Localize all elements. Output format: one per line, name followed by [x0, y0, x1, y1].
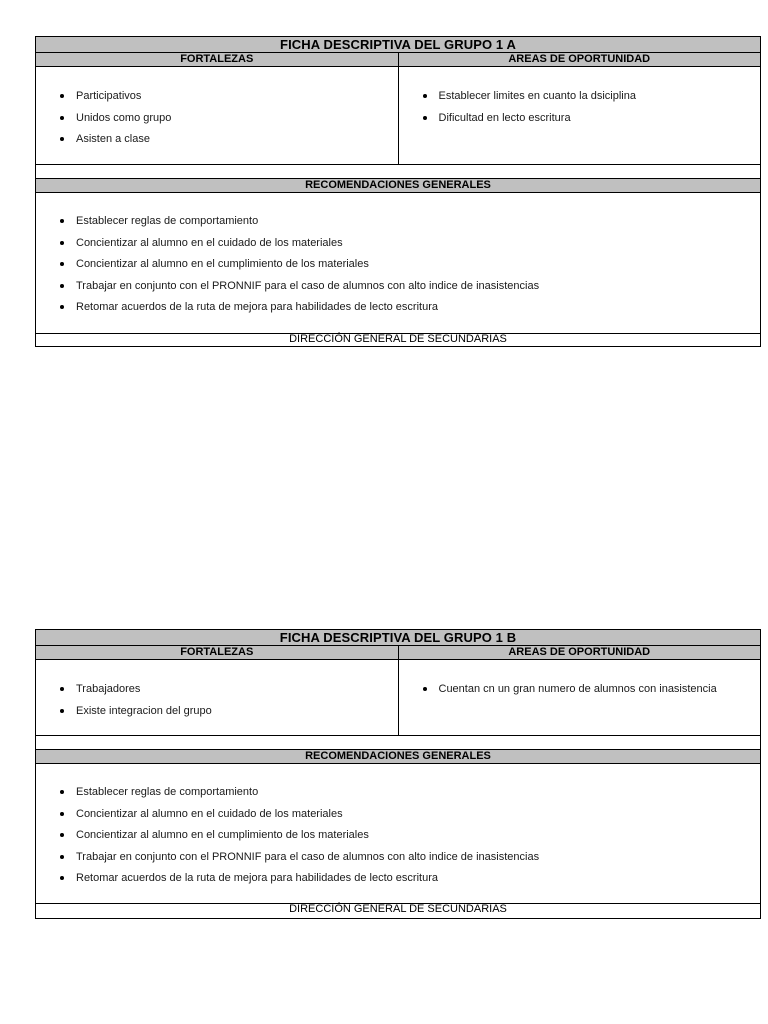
- list-item: Establecer reglas de comportamiento: [36, 215, 760, 237]
- bullet-icon: [60, 833, 64, 837]
- bullet-icon: [60, 876, 64, 880]
- fortalezas-list: [36, 683, 398, 726]
- list-item: Concientizar al alumno en el cumplimiento de los materiales: [36, 829, 760, 851]
- bullet-icon: [60, 687, 64, 691]
- bullet-icon: [423, 116, 427, 120]
- ficha-title: FICHA DESCRIPTIVA DEL GRUPO 1 B: [36, 630, 760, 646]
- list-item: Unidos como grupo: [36, 112, 398, 134]
- areas-list: [399, 90, 761, 133]
- column-headers: [36, 53, 760, 67]
- areas-header: AREAS DE OPORTUNIDAD: [508, 646, 651, 658]
- list-item: Establecer limites en cuanto la dsiciplina: [399, 90, 761, 112]
- bullet-icon: [60, 284, 64, 288]
- fortalezas-header: FORTALEZAS: [36, 646, 399, 659]
- recomendaciones-header: RECOMENDACIONES GENERALES: [36, 179, 760, 193]
- bullet-icon: [60, 262, 64, 266]
- bullet-icon: [60, 855, 64, 859]
- bullet-icon: [423, 687, 427, 691]
- areas-cell: [399, 67, 761, 164]
- list-item: Participativos: [36, 90, 398, 112]
- recomendaciones-cell: [36, 764, 760, 904]
- list-item: Trabajar en conjunto con el PRONNIF para el caso de alumnos con alto indice de inasistencias: [36, 280, 760, 302]
- fortalezas-list: [36, 90, 398, 155]
- list-item: Concientizar al alumno en el cuidado de los materiales: [36, 237, 760, 259]
- list-item: Cuentan cn un gran numero de alumnos con inasistencia: [399, 683, 761, 705]
- bullet-icon: [60, 241, 64, 245]
- recomendaciones-list: [36, 215, 760, 323]
- list-item: Retomar acuerdos de la ruta de mejora para habilidades de lecto escritura: [36, 301, 760, 323]
- spacer-row: [36, 165, 760, 179]
- bullet-icon: [60, 812, 64, 816]
- recomendaciones-header: RECOMENDACIONES GENERALES: [36, 750, 760, 764]
- bullet-icon: [60, 219, 64, 223]
- bullet-icon: [60, 305, 64, 309]
- bullet-icon: [60, 116, 64, 120]
- areas-list: [399, 683, 761, 705]
- list-item: Asisten a clase: [36, 133, 398, 155]
- ficha-grupo-1a: [35, 36, 761, 347]
- column-headers: [36, 646, 760, 660]
- ficha-grupo-1b: [35, 629, 761, 919]
- bullet-icon: [423, 94, 427, 98]
- list-item: Trabajadores: [36, 683, 398, 705]
- ficha-title: FICHA DESCRIPTIVA DEL GRUPO 1 A: [36, 37, 760, 53]
- areas-cell: [399, 660, 761, 735]
- list-item: Concientizar al alumno en el cuidado de los materiales: [36, 808, 760, 830]
- list-item: Trabajar en conjunto con el PRONNIF para el caso de alumnos con alto indice de inasistencias: [36, 851, 760, 873]
- bullet-icon: [60, 709, 64, 713]
- bullet-icon: [60, 790, 64, 794]
- bullet-icon: [60, 137, 64, 141]
- list-item: Establecer reglas de comportamiento: [36, 786, 760, 808]
- recomendaciones-list: [36, 786, 760, 894]
- list-item: Concientizar al alumno en el cumplimiento de los materiales: [36, 258, 760, 280]
- ficha-footer: DIRECCIÓN GENERAL DE SECUNDARIAS: [289, 903, 507, 915]
- list-item: Retomar acuerdos de la ruta de mejora para habilidades de lecto escritura: [36, 872, 760, 894]
- ficha-footer: DIRECCIÓN GENERAL DE SECUNDARIAS: [289, 333, 507, 345]
- spacer-row: [36, 736, 760, 750]
- strengths-areas-row: [36, 67, 760, 165]
- fortalezas-cell: [36, 67, 399, 164]
- list-item: Dificultad en lecto escritura: [399, 112, 761, 134]
- bullet-icon: [60, 94, 64, 98]
- recomendaciones-cell: [36, 193, 760, 334]
- fortalezas-cell: [36, 660, 399, 735]
- list-item: Existe integracion del grupo: [36, 705, 398, 727]
- areas-header: AREAS DE OPORTUNIDAD: [508, 53, 651, 65]
- fortalezas-header: FORTALEZAS: [36, 53, 399, 66]
- strengths-areas-row: [36, 660, 760, 736]
